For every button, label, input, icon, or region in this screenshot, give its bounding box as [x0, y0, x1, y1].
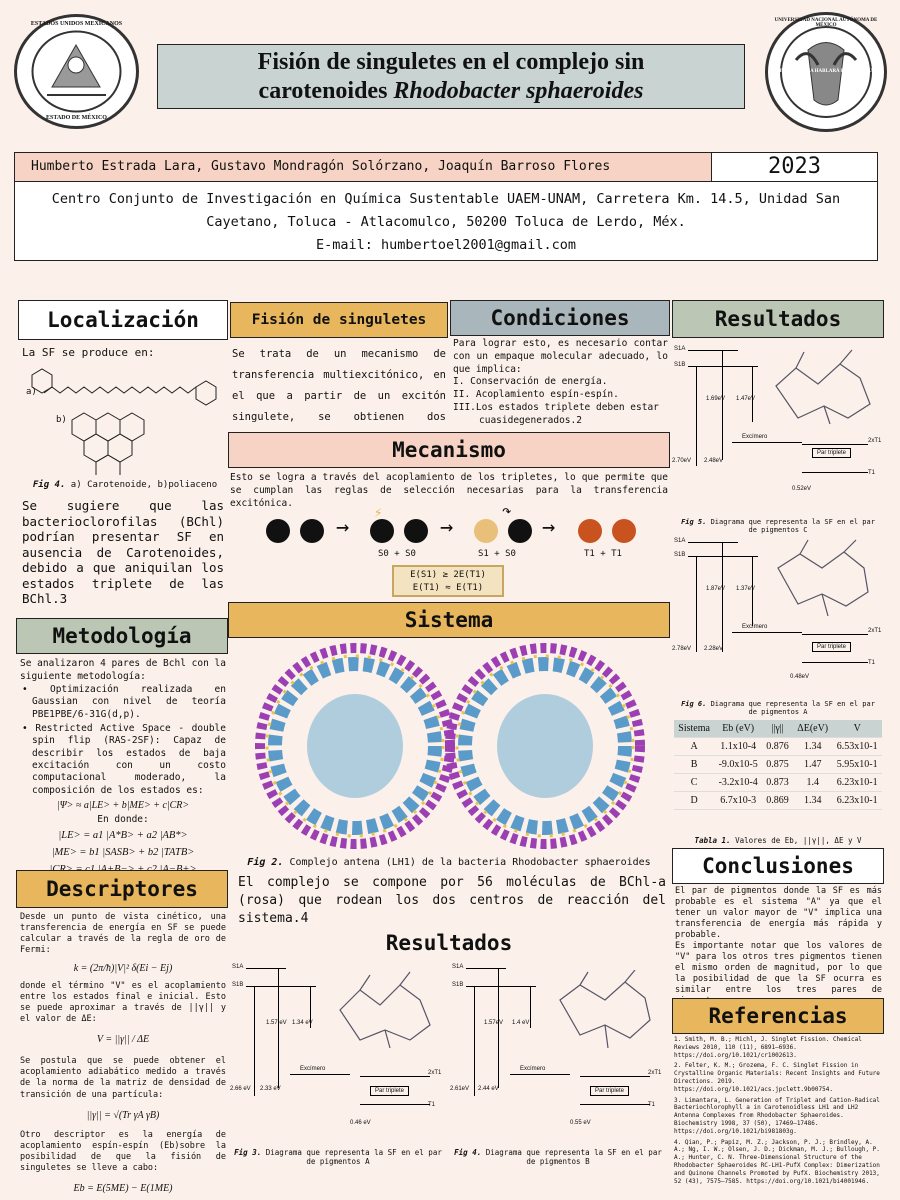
curved-arrow-icon: ↷: [502, 501, 512, 520]
metodologia-bullets: [20, 684, 226, 876]
year: 2023: [768, 154, 821, 179]
conclusiones-body: El par de pigmentos donde la SF es más probable es el sistema "A" ya que el tener un valor mayor de "V" implica una transferencia de energía más rápida y probable. Es importante notar que los valores de "V" para los otros tres pigmentos tienen el mismo orden de magnitud, por lo que la posibilidad de que la SF ocurra es similar entre los tres pares de: [675, 886, 882, 996]
right-seal: [765, 12, 887, 132]
label-t1t1: T1 + T1: [584, 549, 622, 559]
year-box: [711, 152, 878, 182]
left-seal-bottom: ESTADO DE MÉXICO: [46, 115, 107, 121]
ref-item: 1. Smith, M. B.; Michl, J. Singlet Fission. Chemical Reviews 2010, 110 (11), 6891–6936. https://doi.org/10.1021/cr1002613.: [674, 1036, 862, 1059]
diagram-c: S1A S1B 1.69eV 1.47eV 2.70eV 2.48eV Excímero Par triplete 2xT1 T1 0.52eV: [672, 346, 882, 492]
localizacion-header: Localización: [18, 300, 228, 340]
label-s1s0: S1 + S0: [478, 549, 516, 559]
label-a: a): [26, 387, 37, 397]
table-row: A 1.1x10-4 0.876 1.34 6.53x10-1: [674, 738, 882, 756]
col-eb: Eb (eV): [714, 720, 762, 738]
equation-box: E(S1) ≥ 2E(T1) E(T1) ≈ E(T1): [392, 565, 504, 597]
col-gamma: ||γ||: [762, 720, 793, 738]
fig2-caption: Fig 2. Complejo antena (LH1) de la bacteria Rhodobacter sphaeroides: [247, 857, 651, 868]
localizacion-body: Se sugiere que las bacterioclorofilas (BChl) podrían presentar SF en ausencia de Carotenoides, debido a que aniquilan los estados triplete de las BChl.3: [22, 498, 224, 606]
fig3-caption: Fig 3. Diagrama que representa la SF en el par de pigmentos A: [234, 1148, 442, 1166]
pigment-pair-b: [550, 970, 660, 1050]
seal-icon: [17, 17, 136, 126]
descriptores-body: Desde un punto de vista cinético, una transferencia de energía en SF se puede calcular a través de la regla de oro de Fermi: k = (2π/ħ)|V|² δ(Ei − Ej) donde el término "V" es el acoplamiento entre los estados final e inicial. Esto se puede aproximar a través de ||γ|| y el valor de ΔE: V = ||γ|| / ΔE Se postula que se puede obtener el acoplamiento adiabático medido a través de la norma de la matriz de densidad de transición de una partícula: ||γ|| = √(Tr γA γB) Otro descriptor es la energía de acoplamiento espín-espín (Eb)sobre la posibilidad de que la fisión de singuletes se lleve a cabo: Eb = E(5ME) − E(1ME): [20, 912, 226, 1194]
s0-dot-3: [370, 519, 394, 543]
eq-eb: Eb = E(5ME) − E(1ME): [73, 1182, 173, 1194]
eq-v: V = ||γ|| / ΔE: [96, 1034, 150, 1046]
label-b: b): [56, 415, 67, 425]
cond-item-2: II. Acoplamiento espín-espín.: [453, 389, 619, 401]
mecanismo-diagram: [228, 501, 670, 601]
right-seal-motto: POR MI RAZA HABLARÁ EL ESPÍRITU: [779, 69, 873, 74]
pigment-pair-c: [768, 346, 878, 426]
where-label: En donde:: [97, 814, 149, 826]
diagram-b: S1A S1B 1.57eV 1.4 eV 2.61eV 2.44 eV Excímero Par triplete 2xT1 T1 0.55 eV: [450, 964, 662, 1126]
condiciones-header: Condiciones: [450, 300, 670, 336]
condiciones-body: Para lograr esto, es necesario contar con un empaque molecular adecuado, lo que implica: I. Conservación de energía. II. Acoplamiento espín-espín. III.Los estados triplete deben estar cuasidegenerados.2: [453, 338, 668, 426]
eq-le: |LE> = a1 |A*B> + a2 |AB*>: [58, 830, 188, 842]
resultados-right-header: Resultados: [672, 300, 884, 338]
metodologia-intro: Se analizaron 4 pares de Bchl con la siguiente metodología:: [20, 658, 226, 682]
eq-fermi: k = (2π/ħ)|V|² δ(Ei − Ej): [73, 963, 173, 975]
left-seal-top: ESTADOS UNIDOS MEXICANOS: [30, 21, 123, 27]
t1-dot-1: [578, 519, 602, 543]
descriptores-header: Descriptores: [16, 870, 228, 908]
diagram-d: S1A S1B 1.87eV 1.37eV 2.78eV 2.28eV Excímero Par triplete 2xT1 T1 0.48eV: [672, 538, 882, 680]
conclusiones-header: Conclusiones: [672, 848, 884, 884]
pigment-pair-a: [330, 970, 440, 1050]
page-title: Fisión de singuletes en el complejo sin carotenoides Rhodobacter sphaeroides: [257, 49, 645, 104]
eq-psi: |Ψ> ≈ a|LE> + b|ME> + c|CR>: [56, 800, 190, 812]
right-seal-top: UNIVERSIDAD NACIONAL AUTÓNOMA DE MÉXICO: [774, 18, 878, 28]
table-row: B -9.0x10-5 0.875 1.47 5.95x10-1: [674, 756, 882, 774]
carotenoid-figure: [22, 365, 228, 475]
authors-box: [14, 152, 712, 182]
diagram-a: S1A S1B 1.57 eV 1.34 eV 2.66 eV 2.33 eV Excímero Par triplete 2xT1 T1 0.46 eV: [230, 964, 442, 1126]
arrow-1: →: [336, 515, 350, 540]
s0-dot-2: [300, 519, 324, 543]
mecanismo-body: Esto se logra a través del acoplamiento de los tripletes, lo que permite que se cumplan las reglas de selección necesarias para la transferencia excitónica.: [230, 472, 668, 509]
referencias-list: [674, 1036, 884, 1185]
s0-dot-5: [508, 519, 532, 543]
table-row: C -3.2x10-4 0.873 1.4 6.23x10-1: [674, 774, 882, 792]
results-table: [674, 720, 882, 810]
fision-body: Se trata de un mecanismo de transferencia multiexcitónico, en el que a partir de un excitón singulete, se obtienen dos: [232, 348, 446, 423]
bullet-2: • Restricted Active Space - double spin flip (RAS-2SF): Capaz de describir los estados de baja excitación con un costo computacional moderado, la composición de los estados es:: [22, 723, 226, 796]
fig6-caption: Fig 6. Diagrama que representa la SF en el par de pigmentos A: [681, 700, 875, 716]
table-caption: Tabla 1. Valores de Eb, ||γ||, ΔE y V: [694, 836, 862, 845]
eq-me: |ME> = b1 |SASB> + b2 |TATB>: [51, 847, 195, 859]
metodologia-header: Metodología: [16, 618, 228, 654]
lh1-complex-image: [250, 640, 650, 852]
s0-dot-4: [404, 519, 428, 543]
authors: Humberto Estrada Lara, Gustavo Mondragón Solórzano, Joaquín Barroso Flores: [31, 159, 611, 174]
t1-dot-2: [612, 519, 636, 543]
col-v: V: [832, 720, 882, 738]
ref-item: 3. Limantara, L. Generation of Triplet and Cation-Radical Bacteriochlorophyll a in Carotenoidless LH1 and LH2 Antenna Complexes from Rhodobacter Sphaeroides. Biochemistry 1998, 37 (50), 17469–17486. https://doi.org/10.1021/bi981803g.: [674, 1096, 880, 1135]
arrow-3: →: [542, 515, 556, 540]
pigment-pair-d: [768, 538, 878, 618]
s0-dot-1: [266, 519, 290, 543]
sistema-body: El complejo se compone por 56 moléculas de BChl-a (rosa) que rodean los dos centros de reacción del sistema.4: [238, 875, 666, 926]
left-seal: [14, 14, 139, 129]
arrow-2: →: [440, 515, 454, 540]
label-s0s0: S0 + S0: [378, 549, 416, 559]
carotenoid-structure: [22, 365, 228, 475]
localizacion-intro: La SF se produce en:: [22, 346, 155, 359]
sistema-header: Sistema: [228, 602, 670, 638]
table-row: D 6.7x10-3 0.869 1.34 6.23x10-1: [674, 792, 882, 810]
mecanismo-header: Mecanismo: [228, 432, 670, 468]
referencias-header: Referencias: [672, 998, 884, 1034]
fision-header: Fisión de singuletes: [230, 302, 448, 338]
fig5-caption: Fig 5. Diagrama que representa la SF en el par de pigmentos C: [681, 518, 875, 534]
fig4-caption: Fig 4. a) Carotenoide, b)poliaceno: [32, 480, 218, 490]
lightning-icon: ⚡: [374, 505, 383, 521]
col-sistema: Sistema: [674, 720, 714, 738]
fig4b-caption: Fig 4. Diagrama que representa la SF en el par de pigmentos B: [454, 1148, 662, 1166]
s1-dot: [474, 519, 498, 543]
cond-item-1: I. Conservación de energía.: [453, 376, 608, 388]
resultados-mid-header: Resultados: [228, 926, 670, 962]
bullet-1: • Optimización realizada en Gaussian con nivel de teoría PBE1PBE/6-31G(d,p).: [22, 684, 226, 720]
cond-item-3: III.Los estados triplete deben estar cuasidegenerados.2: [453, 402, 659, 426]
ref-item: 2. Felter, K. M.; Grozema, F. C. Singlet Fission in Crystalline Organic Materials: Recent Insights and Future Directions. 2019. https://doi.org/10.1021/acs.jpclett.9b00754.: [674, 1062, 880, 1093]
ref-item: 4. Qian, P.; Papiz, M. Z.; Jackson, P. J.; Brindley, A. A.; Ng, I. W.; Olsen, J. D.; Dickman, M. J.; Bullough, P. A.; Hunter, C. N. Three-Dimensional Structure of the Rhodobacter Sphaeroides RC-LH1-PufX Complex: Dimerization and Quinone Channels Promoted by PufX. Biochemistry 2013, 52 (43), 7575–7585. https://doi.org/10.1021/bi4001946.: [674, 1138, 880, 1185]
col-de: ΔE(eV): [793, 720, 832, 738]
affiliation: Centro Conjunto de Investigación en Química Sustentable UAEM-UNAM, Carretera Km. 14.5, Unidad San Cayetano, Toluca - Atlacomulco, 50200 Toluca de Lerdo, Méx. E-mail: humbertoel2001@gmail.com: [51, 191, 841, 253]
affiliation-box: [14, 181, 878, 261]
title-box: [157, 44, 745, 109]
eq-gamma: ||γ|| = √(Tr γA γB): [86, 1109, 160, 1121]
